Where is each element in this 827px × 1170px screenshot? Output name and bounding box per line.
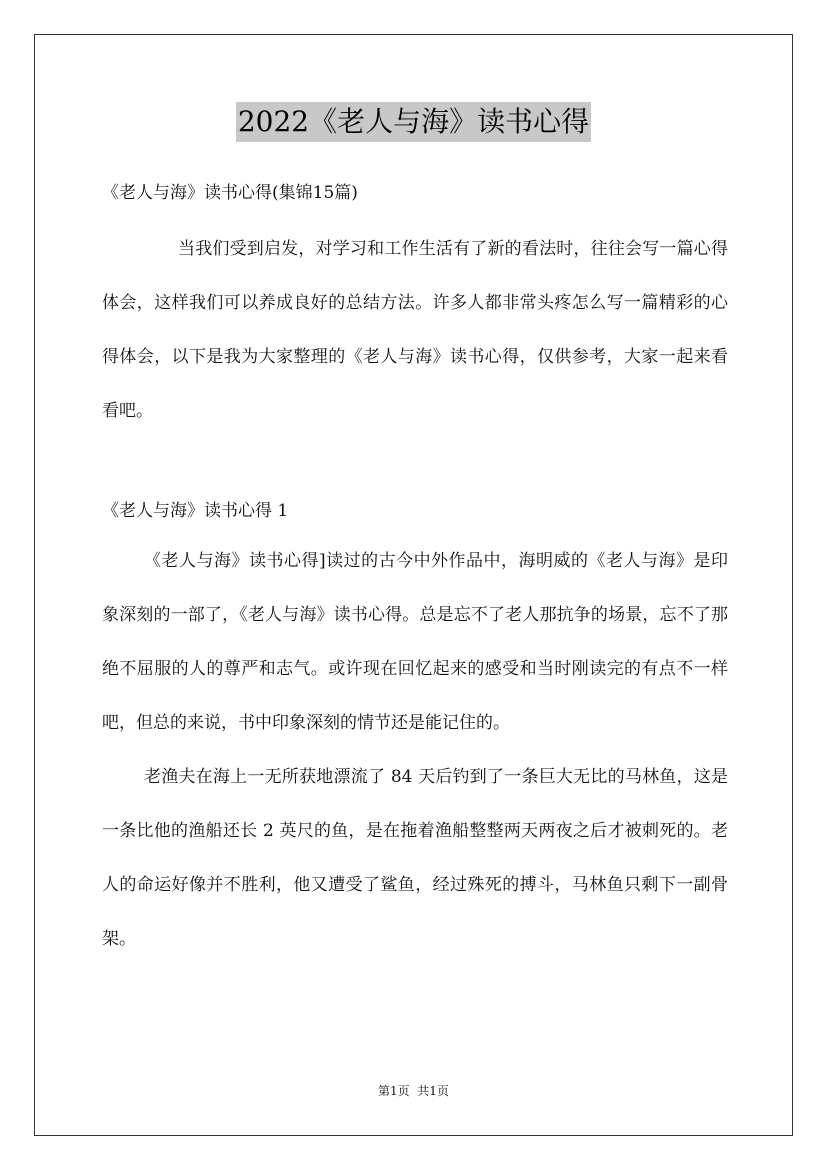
section1-paragraph-1: 《老人与海》读书心得]读过的古今中外作品中，海明威的《老人与海》是印象深刻的一部了，《老人与海》读书心得。总是忘不了老人那抗争的场景，忘不了那绝不屈服的人的尊严和志气。或许现在回忆起来的感受和当时刚读完的有点不一样吧，但总的来说，书中印象深刻的情节还是能记住的。 <box>102 551 728 733</box>
intro-paragraph: 当我们受到启发，对学习和工作生活有了新的看法时，往往会写一篇心得体会，这样我们可以养成良好的总结方法。许多人都非常头疼怎么写一篇精彩的心得体会，以下是我为大家整理的《老人与海》读书心得，仅供参考，大家一起来看看吧。 <box>102 239 728 421</box>
section-heading-1: 《老人与海》读书心得 1 <box>102 501 289 521</box>
section1-paragraph-2: 老渔夫在海上一无所获地漂流了 84 天后钓到了一条巨大无比的马林鱼，这是一条比他的渔船还长 2 英尺的鱼，是在拖着渔船整整两天两夜之后才被刺死的。老人的命运好像并不胜利，他又遭受了鲨鱼，经过殊死的搏斗，马林鱼只剩下一副骨架。 <box>102 767 728 949</box>
document-subtitle: 《老人与海》读书心得(集锦15篇) <box>102 183 358 203</box>
document-title: 2022《老人与海》读书心得 <box>236 102 591 142</box>
title-container <box>0 102 827 142</box>
document-body <box>102 172 728 966</box>
page-footer: 第1页 共1页 <box>378 1084 449 1098</box>
